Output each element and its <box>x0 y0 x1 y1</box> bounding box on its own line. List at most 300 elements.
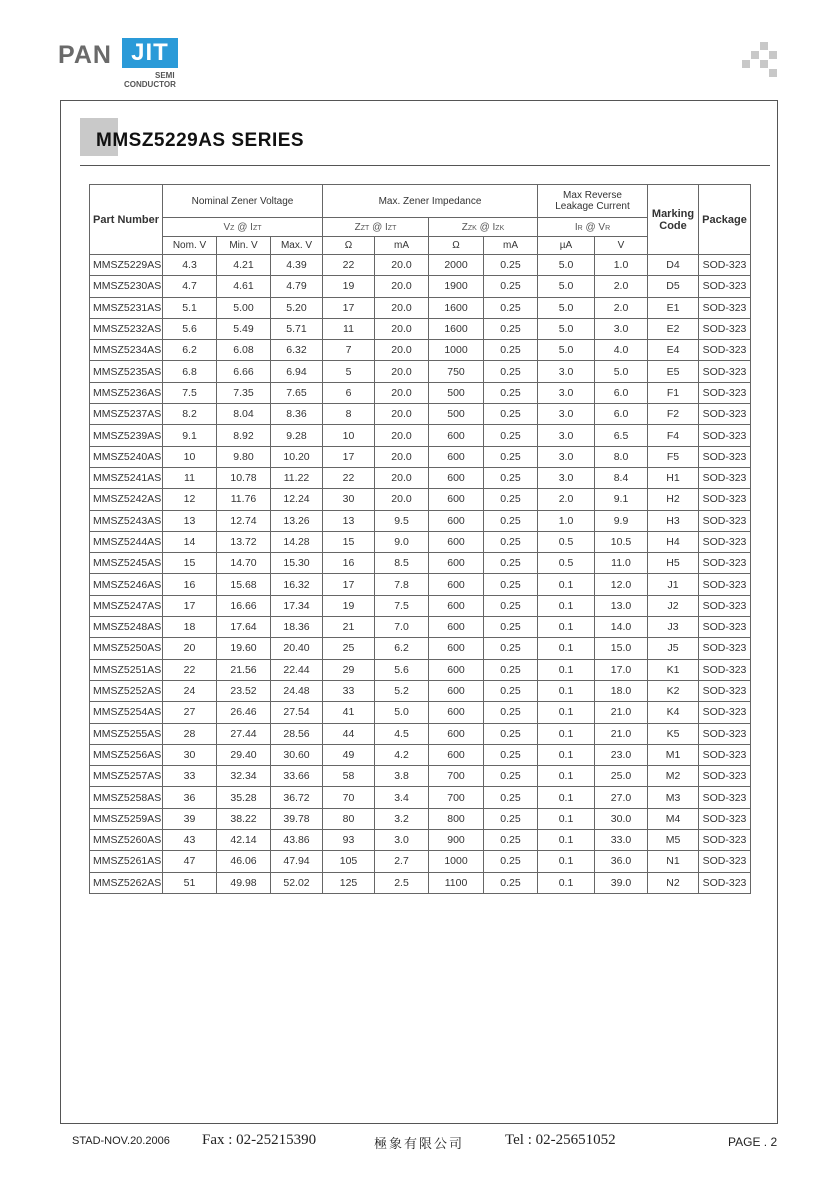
cell-zzt-ohm: 22 <box>323 467 375 488</box>
cell-izk-ma: 0.25 <box>484 808 538 829</box>
table-row <box>90 808 751 829</box>
cell-min-v: 8.04 <box>217 404 271 425</box>
cell-ir-ua: 0.1 <box>538 744 595 765</box>
cell-nom-v: 5.1 <box>163 297 217 318</box>
cell-part-number: MMSZ5260AS <box>90 830 163 851</box>
cell-package: SOD-323 <box>699 382 751 403</box>
cell-ir-ua: 0.1 <box>538 659 595 680</box>
cell-max-v: 8.36 <box>271 404 323 425</box>
cell-package: SOD-323 <box>699 446 751 467</box>
table-row <box>90 425 751 446</box>
table-row <box>90 851 751 872</box>
cell-marking-code: N2 <box>648 872 699 893</box>
cell-vr-v: 27.0 <box>595 787 648 808</box>
cell-min-v: 23.52 <box>217 680 271 701</box>
cell-package: SOD-323 <box>699 808 751 829</box>
cell-min-v: 49.98 <box>217 872 271 893</box>
cell-vr-v: 2.0 <box>595 276 648 297</box>
cell-max-v: 6.94 <box>271 361 323 382</box>
cell-izt-ma: 3.2 <box>375 808 429 829</box>
header-zzt-at-izt <box>323 218 429 237</box>
header-marking-line1: Marking <box>651 207 695 220</box>
cell-izk-ma: 0.25 <box>484 830 538 851</box>
cell-zzt-ohm: 80 <box>323 808 375 829</box>
cell-nom-v: 17 <box>163 595 217 616</box>
cell-zzt-ohm: 19 <box>323 595 375 616</box>
cell-package: SOD-323 <box>699 425 751 446</box>
cell-package: SOD-323 <box>699 617 751 638</box>
cell-izt-ma: 20.0 <box>375 318 429 339</box>
cell-max-v: 5.71 <box>271 318 323 339</box>
table-row <box>90 467 751 488</box>
cell-izk-ma: 0.25 <box>484 404 538 425</box>
cell-ir-ua: 0.1 <box>538 680 595 701</box>
cell-zzk-ohm: 600 <box>429 744 484 765</box>
cell-max-v: 24.48 <box>271 680 323 701</box>
cell-ir-ua: 0.1 <box>538 851 595 872</box>
cell-zzk-ohm: 500 <box>429 404 484 425</box>
cell-izt-ma: 20.0 <box>375 425 429 446</box>
cell-part-number: MMSZ5234AS <box>90 340 163 361</box>
cell-nom-v: 28 <box>163 723 217 744</box>
cell-part-number: MMSZ5248AS <box>90 617 163 638</box>
cell-part-number: MMSZ5242AS <box>90 489 163 510</box>
cell-part-number: MMSZ5262AS <box>90 872 163 893</box>
subscript: ZK <box>467 224 477 232</box>
cell-marking-code: H1 <box>648 467 699 488</box>
table-row <box>90 872 751 893</box>
cell-nom-v: 9.1 <box>163 425 217 446</box>
cell-max-v: 30.60 <box>271 744 323 765</box>
table-row <box>90 553 751 574</box>
cell-marking-code: F1 <box>648 382 699 403</box>
cell-zzk-ohm: 600 <box>429 680 484 701</box>
cell-izt-ma: 20.0 <box>375 361 429 382</box>
cell-min-v: 21.56 <box>217 659 271 680</box>
cell-package: SOD-323 <box>699 531 751 552</box>
cell-izk-ma: 0.25 <box>484 680 538 701</box>
cell-part-number: MMSZ5256AS <box>90 744 163 765</box>
header-part-number: Part Number <box>90 185 163 255</box>
cell-vr-v: 25.0 <box>595 766 648 787</box>
cell-zzk-ohm: 600 <box>429 659 484 680</box>
cell-marking-code: H3 <box>648 510 699 531</box>
at-sign: @ <box>372 221 383 233</box>
cell-vr-v: 9.1 <box>595 489 648 510</box>
cell-nom-v: 14 <box>163 531 217 552</box>
cell-package: SOD-323 <box>699 467 751 488</box>
cell-zzk-ohm: 600 <box>429 574 484 595</box>
subscript: ZK <box>495 224 505 232</box>
cell-ir-ua: 0.1 <box>538 787 595 808</box>
table-row <box>90 382 751 403</box>
cell-izk-ma: 0.25 <box>484 276 538 297</box>
cell-izk-ma: 0.25 <box>484 851 538 872</box>
cell-part-number: MMSZ5239AS <box>90 425 163 446</box>
cell-vr-v: 13.0 <box>595 595 648 616</box>
cell-zzk-ohm: 600 <box>429 446 484 467</box>
cell-ir-ua: 0.1 <box>538 808 595 829</box>
cell-zzk-ohm: 700 <box>429 787 484 808</box>
cell-marking-code: M3 <box>648 787 699 808</box>
symbol: I <box>492 221 496 233</box>
cell-max-v: 43.86 <box>271 830 323 851</box>
cell-zzt-ohm: 17 <box>323 297 375 318</box>
cell-zzk-ohm: 1600 <box>429 297 484 318</box>
cell-part-number: MMSZ5229AS <box>90 255 163 276</box>
cell-package: SOD-323 <box>699 404 751 425</box>
cell-package: SOD-323 <box>699 830 751 851</box>
footer-company: 極象有限公司 <box>374 1137 465 1152</box>
cell-ir-ua: 0.1 <box>538 702 595 723</box>
cell-zzk-ohm: 600 <box>429 553 484 574</box>
cell-izt-ma: 20.0 <box>375 276 429 297</box>
cell-vr-v: 8.4 <box>595 467 648 488</box>
cell-izt-ma: 20.0 <box>375 404 429 425</box>
at-sign: @ <box>479 221 490 233</box>
table-row <box>90 489 751 510</box>
cell-marking-code: M1 <box>648 744 699 765</box>
cell-zzt-ohm: 17 <box>323 446 375 467</box>
cell-vr-v: 39.0 <box>595 872 648 893</box>
cell-package: SOD-323 <box>699 276 751 297</box>
cell-zzt-ohm: 29 <box>323 659 375 680</box>
cell-zzt-ohm: 10 <box>323 425 375 446</box>
cell-nom-v: 16 <box>163 574 217 595</box>
cell-izt-ma: 20.0 <box>375 340 429 361</box>
symbol: I <box>574 221 578 233</box>
header-unit: Nom. V <box>163 237 217 255</box>
cell-izk-ma: 0.25 <box>484 702 538 723</box>
cell-package: SOD-323 <box>699 787 751 808</box>
table-row <box>90 595 751 616</box>
cell-max-v: 10.20 <box>271 446 323 467</box>
cell-izt-ma: 7.8 <box>375 574 429 595</box>
cell-vr-v: 8.0 <box>595 446 648 467</box>
cell-vr-v: 33.0 <box>595 830 648 851</box>
cell-package: SOD-323 <box>699 680 751 701</box>
cell-nom-v: 43 <box>163 830 217 851</box>
cell-min-v: 26.46 <box>217 702 271 723</box>
header-max-zener-impedance: Max. Zener Impedance <box>323 185 538 218</box>
logo-text-pan: PAN <box>58 41 112 69</box>
cell-min-v: 13.72 <box>217 531 271 552</box>
cell-package: SOD-323 <box>699 744 751 765</box>
cell-ir-ua: 3.0 <box>538 404 595 425</box>
cell-zzk-ohm: 1000 <box>429 340 484 361</box>
cell-izk-ma: 0.25 <box>484 595 538 616</box>
table-row <box>90 404 751 425</box>
cell-marking-code: J3 <box>648 617 699 638</box>
cell-izk-ma: 0.25 <box>484 318 538 339</box>
cell-package: SOD-323 <box>699 851 751 872</box>
cell-part-number: MMSZ5241AS <box>90 467 163 488</box>
cell-min-v: 4.61 <box>217 276 271 297</box>
cell-zzt-ohm: 21 <box>323 617 375 638</box>
cell-max-v: 4.39 <box>271 255 323 276</box>
cell-part-number: MMSZ5254AS <box>90 702 163 723</box>
cell-izk-ma: 0.25 <box>484 467 538 488</box>
cell-nom-v: 5.6 <box>163 318 217 339</box>
cell-vr-v: 36.0 <box>595 851 648 872</box>
cell-izt-ma: 20.0 <box>375 446 429 467</box>
cell-zzt-ohm: 125 <box>323 872 375 893</box>
cell-nom-v: 36 <box>163 787 217 808</box>
cell-max-v: 7.65 <box>271 382 323 403</box>
cell-zzt-ohm: 22 <box>323 255 375 276</box>
cell-zzk-ohm: 600 <box>429 425 484 446</box>
cell-nom-v: 47 <box>163 851 217 872</box>
cell-zzt-ohm: 17 <box>323 574 375 595</box>
cell-min-v: 32.34 <box>217 766 271 787</box>
cell-min-v: 6.66 <box>217 361 271 382</box>
cell-izt-ma: 9.5 <box>375 510 429 531</box>
cell-max-v: 14.28 <box>271 531 323 552</box>
cell-max-v: 16.32 <box>271 574 323 595</box>
cell-part-number: MMSZ5259AS <box>90 808 163 829</box>
cell-nom-v: 30 <box>163 744 217 765</box>
cell-nom-v: 11 <box>163 467 217 488</box>
cell-min-v: 17.64 <box>217 617 271 638</box>
cell-part-number: MMSZ5236AS <box>90 382 163 403</box>
cell-package: SOD-323 <box>699 553 751 574</box>
cell-package: SOD-323 <box>699 510 751 531</box>
at-sign: @ <box>585 221 596 233</box>
cell-min-v: 42.14 <box>217 830 271 851</box>
cell-zzk-ohm: 600 <box>429 489 484 510</box>
cell-nom-v: 10 <box>163 446 217 467</box>
cell-vr-v: 30.0 <box>595 808 648 829</box>
table-row <box>90 531 751 552</box>
cell-zzk-ohm: 600 <box>429 617 484 638</box>
cell-part-number: MMSZ5247AS <box>90 595 163 616</box>
table-row <box>90 723 751 744</box>
cell-max-v: 22.44 <box>271 659 323 680</box>
cell-ir-ua: 5.0 <box>538 255 595 276</box>
cell-marking-code: D4 <box>648 255 699 276</box>
cell-vr-v: 17.0 <box>595 659 648 680</box>
header-unit: Ω <box>429 237 484 255</box>
cell-min-v: 4.21 <box>217 255 271 276</box>
cell-part-number: MMSZ5235AS <box>90 361 163 382</box>
cell-zzt-ohm: 11 <box>323 318 375 339</box>
subscript: R <box>577 224 583 232</box>
cell-marking-code: F5 <box>648 446 699 467</box>
cell-package: SOD-323 <box>699 702 751 723</box>
symbol: V <box>598 221 606 233</box>
cell-vr-v: 10.5 <box>595 531 648 552</box>
cell-ir-ua: 0.1 <box>538 638 595 659</box>
cell-part-number: MMSZ5252AS <box>90 680 163 701</box>
cell-ir-ua: 0.1 <box>538 574 595 595</box>
cell-izk-ma: 0.25 <box>484 446 538 467</box>
cell-zzt-ohm: 105 <box>323 851 375 872</box>
cell-part-number: MMSZ5258AS <box>90 787 163 808</box>
cell-zzt-ohm: 19 <box>323 276 375 297</box>
cell-max-v: 52.02 <box>271 872 323 893</box>
cell-min-v: 35.28 <box>217 787 271 808</box>
cell-vr-v: 21.0 <box>595 702 648 723</box>
cell-nom-v: 18 <box>163 617 217 638</box>
cell-zzt-ohm: 58 <box>323 766 375 787</box>
table-row <box>90 340 751 361</box>
cell-package: SOD-323 <box>699 361 751 382</box>
cell-ir-ua: 0.1 <box>538 872 595 893</box>
cell-ir-ua: 0.1 <box>538 766 595 787</box>
cell-izk-ma: 0.25 <box>484 638 538 659</box>
cell-max-v: 6.32 <box>271 340 323 361</box>
cell-package: SOD-323 <box>699 659 751 680</box>
table-row <box>90 702 751 723</box>
cell-nom-v: 13 <box>163 510 217 531</box>
header-leakage-line2: Leakage Current <box>555 201 630 212</box>
cell-part-number: MMSZ5251AS <box>90 659 163 680</box>
header-nominal-zener-voltage: Nominal Zener Voltage <box>163 185 323 218</box>
cell-ir-ua: 0.1 <box>538 723 595 744</box>
cell-izk-ma: 0.25 <box>484 553 538 574</box>
cell-part-number: MMSZ5255AS <box>90 723 163 744</box>
symbol: V <box>223 221 231 233</box>
table-row <box>90 297 751 318</box>
cell-zzk-ohm: 750 <box>429 361 484 382</box>
cell-package: SOD-323 <box>699 872 751 893</box>
cell-ir-ua: 0.1 <box>538 595 595 616</box>
cell-package: SOD-323 <box>699 255 751 276</box>
cell-marking-code: K5 <box>648 723 699 744</box>
cell-izt-ma: 3.8 <box>375 766 429 787</box>
table-row <box>90 680 751 701</box>
cell-part-number: MMSZ5250AS <box>90 638 163 659</box>
table-row <box>90 510 751 531</box>
cell-nom-v: 22 <box>163 659 217 680</box>
cell-ir-ua: 5.0 <box>538 276 595 297</box>
cell-zzk-ohm: 600 <box>429 723 484 744</box>
cell-marking-code: H5 <box>648 553 699 574</box>
table-row <box>90 574 751 595</box>
logo-text-conductor: CONDUCTOR <box>124 80 176 89</box>
cell-izt-ma: 4.2 <box>375 744 429 765</box>
cell-nom-v: 12 <box>163 489 217 510</box>
cell-vr-v: 1.0 <box>595 255 648 276</box>
cell-izt-ma: 8.5 <box>375 553 429 574</box>
cell-ir-ua: 0.1 <box>538 617 595 638</box>
cell-izt-ma: 3.0 <box>375 830 429 851</box>
cell-part-number: MMSZ5237AS <box>90 404 163 425</box>
subscript: Z <box>230 224 235 232</box>
cell-package: SOD-323 <box>699 489 751 510</box>
cell-ir-ua: 3.0 <box>538 446 595 467</box>
header-ir-at-vr <box>538 218 648 237</box>
cell-nom-v: 27 <box>163 702 217 723</box>
cell-ir-ua: 3.0 <box>538 382 595 403</box>
cell-zzt-ohm: 49 <box>323 744 375 765</box>
cell-izk-ma: 0.25 <box>484 489 538 510</box>
subscript: R <box>605 224 611 232</box>
cell-izt-ma: 7.0 <box>375 617 429 638</box>
cell-izt-ma: 20.0 <box>375 297 429 318</box>
cell-min-v: 29.40 <box>217 744 271 765</box>
cell-marking-code: E1 <box>648 297 699 318</box>
cell-marking-code: D5 <box>648 276 699 297</box>
symbol: Z <box>354 221 361 233</box>
cell-package: SOD-323 <box>699 340 751 361</box>
cell-marking-code: N1 <box>648 851 699 872</box>
table-row <box>90 361 751 382</box>
cell-marking-code: E5 <box>648 361 699 382</box>
cell-vr-v: 3.0 <box>595 318 648 339</box>
logo-text-semi: SEMI <box>155 71 175 80</box>
symbol: I <box>250 221 253 233</box>
cell-max-v: 20.40 <box>271 638 323 659</box>
symbol: Z <box>461 221 468 233</box>
cell-marking-code: K1 <box>648 659 699 680</box>
cell-nom-v: 6.8 <box>163 361 217 382</box>
cell-zzk-ohm: 600 <box>429 638 484 659</box>
cell-marking-code: F2 <box>648 404 699 425</box>
header-unit: V <box>595 237 648 255</box>
cell-nom-v: 24 <box>163 680 217 701</box>
cell-min-v: 15.68 <box>217 574 271 595</box>
cell-zzk-ohm: 1900 <box>429 276 484 297</box>
cell-nom-v: 39 <box>163 808 217 829</box>
cell-izk-ma: 0.25 <box>484 510 538 531</box>
cell-vr-v: 2.0 <box>595 297 648 318</box>
cell-max-v: 36.72 <box>271 787 323 808</box>
cell-izk-ma: 0.25 <box>484 361 538 382</box>
cell-izk-ma: 0.25 <box>484 787 538 808</box>
cell-vr-v: 4.0 <box>595 340 648 361</box>
cell-ir-ua: 3.0 <box>538 425 595 446</box>
cell-vr-v: 12.0 <box>595 574 648 595</box>
cell-max-v: 5.20 <box>271 297 323 318</box>
cell-nom-v: 51 <box>163 872 217 893</box>
cell-nom-v: 4.3 <box>163 255 217 276</box>
cell-zzk-ohm: 600 <box>429 510 484 531</box>
title-divider <box>80 165 770 166</box>
cell-zzk-ohm: 600 <box>429 702 484 723</box>
table-row <box>90 744 751 765</box>
header-unit: Max. V <box>271 237 323 255</box>
cell-izk-ma: 0.25 <box>484 617 538 638</box>
cell-min-v: 8.92 <box>217 425 271 446</box>
table-row <box>90 766 751 787</box>
cell-max-v: 12.24 <box>271 489 323 510</box>
cell-ir-ua: 1.0 <box>538 510 595 531</box>
cell-ir-ua: 0.5 <box>538 531 595 552</box>
header-leakage-line1: Max Reverse <box>563 190 622 201</box>
cell-izk-ma: 0.25 <box>484 574 538 595</box>
cell-nom-v: 33 <box>163 766 217 787</box>
cell-nom-v: 6.2 <box>163 340 217 361</box>
cell-vr-v: 18.0 <box>595 680 648 701</box>
cell-zzk-ohm: 2000 <box>429 255 484 276</box>
cell-zzt-ohm: 5 <box>323 361 375 382</box>
cell-marking-code: H4 <box>648 531 699 552</box>
cell-marking-code: M5 <box>648 830 699 851</box>
cell-zzt-ohm: 70 <box>323 787 375 808</box>
header-max-reverse-leakage <box>538 185 648 218</box>
cell-package: SOD-323 <box>699 723 751 744</box>
cell-ir-ua: 5.0 <box>538 318 595 339</box>
cell-part-number: MMSZ5245AS <box>90 553 163 574</box>
header-unit: Ω <box>323 237 375 255</box>
table-row <box>90 830 751 851</box>
cell-izk-ma: 0.25 <box>484 531 538 552</box>
cell-package: SOD-323 <box>699 574 751 595</box>
cell-ir-ua: 3.0 <box>538 361 595 382</box>
cell-zzt-ohm: 15 <box>323 531 375 552</box>
cell-izt-ma: 9.0 <box>375 531 429 552</box>
